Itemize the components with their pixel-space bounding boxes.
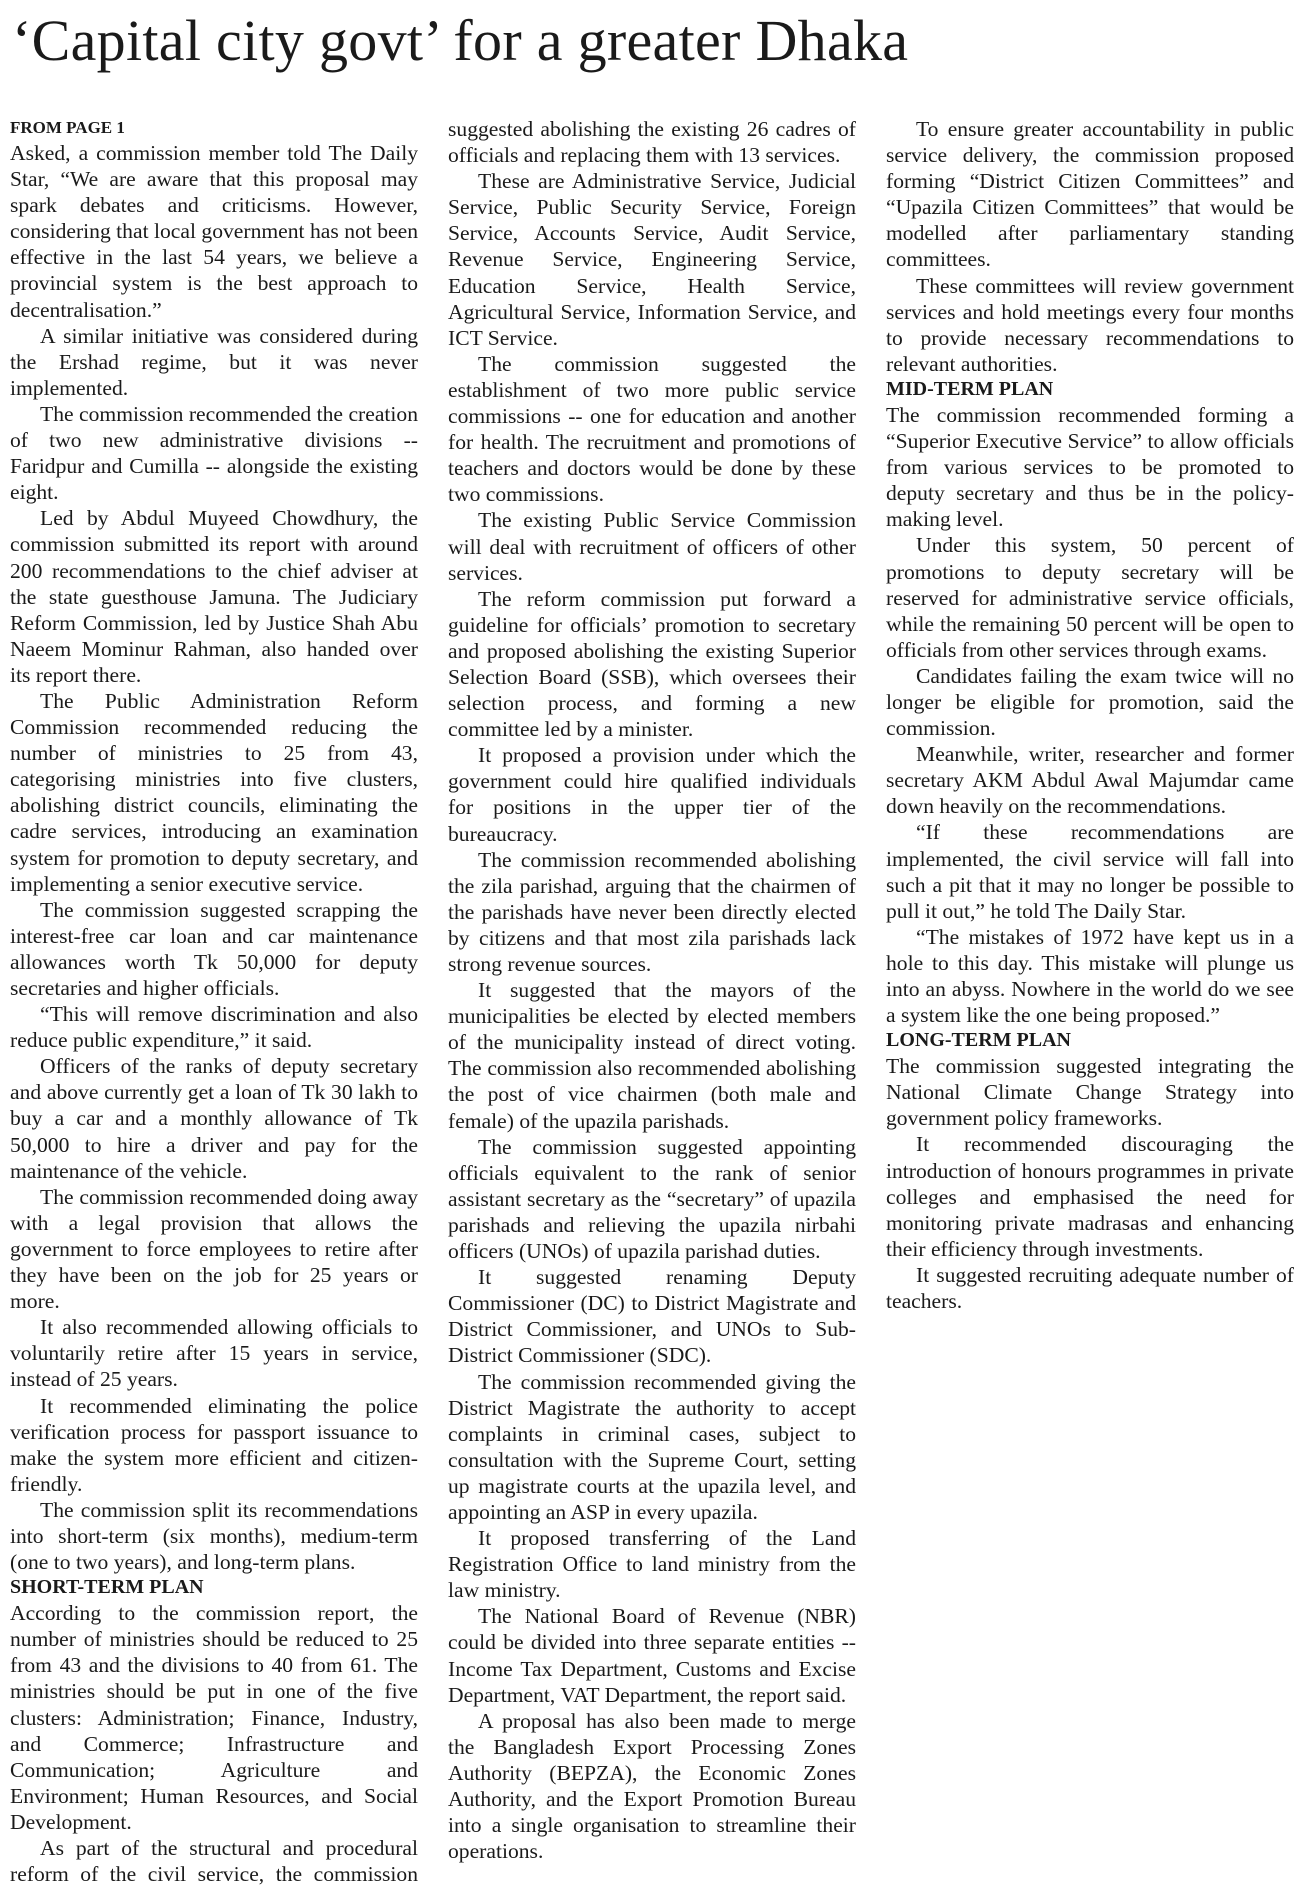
article-paragraph: It suggested renaming Deputy Commissioner (DC) to District Magistrate and District Commissioner, and UNOs to Sub-District Commissioner (SDC). [448, 1265, 856, 1368]
article-paragraph: Asked, a commission member told The Daily Star, “We are aware that this proposal may spark debates and criticisms. However, considering that local government has not been effective in the last 54 years, we believe a provincial system is the best approach to decentralisation.” [10, 141, 418, 322]
subhead-long-term: LONG-TERM PLAN [886, 1029, 1071, 1052]
article-paragraph: These committees will review government services and hold meetings every four months to provide necessary recommendations to relevant authorities. [886, 273, 1294, 376]
article-paragraph: It suggested recruiting adequate number of teachers. [886, 1262, 1294, 1314]
article-paragraph: Under this system, 50 percent of promotions to deputy secretary will be reserved for administrative service officials, while the remaining 50 percent will be open to officials from other services through exams. [886, 533, 1294, 662]
article-paragraph: “This will remove discrimination and also reduce public expenditure,” it said. [10, 1002, 418, 1053]
article-paragraph: The commission recommended forming a “Superior Executive Service” to allow officials from various services to be promoted to deputy secretary and thus be in the policy-making level. [886, 402, 1294, 532]
article-paragraph: Led by Abdul Muyeed Chowdhury, the commission submitted its report with around 200 recommendations to the chief adviser at the state guesthouse Jamuna. The Judiciary Reform Commission, led by Justice Shah Abu Naeem Mominur Rahman, also handed over its report there. [10, 506, 418, 687]
article-paragraph: It recommended eliminating the police verification process for passport issuance to make the system more efficient and citizen-friendly. [10, 1393, 418, 1496]
article-paragraph: The commission suggested appointing officials equivalent to the rank of senior assistant secretary as the “secretary” of upazila parishads and relieving the upazila nirbahi officers (UNOs) of upazila parishad duties. [448, 1134, 856, 1264]
newspaper-page [0, 8, 1306, 1900]
subhead-mid-term: MID-TERM PLAN [886, 377, 1054, 400]
article-paragraph: These are Administrative Service, Judicial Service, Public Security Service, Foreign Service, Accounts Service, Audit Service, Revenue Service, Engineering Service, Education Service, Health Service, Agricultural Service, Information Service, and ICT Service. [448, 169, 856, 350]
section-intro [10, 140, 418, 1575]
article-paragraph: It also recommended allowing officials to voluntarily retire after 15 years in service, instead of 25 years. [10, 1315, 418, 1392]
article-paragraph: According to the commission report, the number of ministries should be reduced to 25 from 43 and the divisions to 40 from 61. The ministries should be put in one of the five clusters: Administration; Finance, Industry, and Commerce; Infrastructure and Communication; Agriculture and Environment; Human Resources, and Social Development. [10, 1601, 418, 1834]
article-paragraph: The commission recommended doing away with a legal provision that allows the government to force employees to retire after they have been on the job for 25 years or more. [10, 1184, 418, 1314]
article-paragraph: To ensure greater accountability in public service delivery, the commission proposed forming “District Citizen Committees” and “Upazila Citizen Committees” that would be modelled after parliamentary standing committees. [886, 117, 1294, 272]
article-paragraph: The existing Public Service Commission will deal with recruitment of officers of other services. [448, 508, 856, 585]
article-paragraph: The commission recommended giving the District Magistrate the authority to accept complaints in criminal cases, subject to consultation with the Supreme Court, setting up magistrate courts at the upazila level, and appointing an ASP in every upazila. [448, 1369, 856, 1524]
article-paragraph: As part of the structural and procedural reform of the civil service, the commission suggested abolishing the existing 26 cadres of officials and replacing them with 13 services. [10, 117, 856, 1887]
article-body [10, 116, 1294, 1892]
article-paragraph: “The mistakes of 1972 have kept us in a hole to this day. This mistake will plunge us into an abyss. Nowhere in the world do we see a system like the one being proposed.” [886, 924, 1294, 1028]
article-paragraph: A proposal has also been made to merge the Bangladesh Export Processing Zones Authority (BEPZA), the Economic Zones Authority, and the Export Promotion Bureau into a single organisation to streamline their operations. [448, 1708, 856, 1864]
subhead-short-term: SHORT-TERM PLAN [10, 1576, 204, 1599]
article-paragraph: It recommended discouraging the introduction of honours programmes in private colleges and emphasised the need for monitoring private madrasas and enhancing their efficiency through investments. [886, 1132, 1294, 1261]
article-paragraph: The commission suggested integrating the National Climate Change Strategy into government policy frameworks. [886, 1054, 1294, 1131]
article-paragraph: It proposed transferring of the Land Registration Office to land ministry from the law ministry. [448, 1526, 856, 1603]
article-paragraph: The commission recommended abolishing the zila parishad, arguing that the chairmen of the parishads have never been directly elected by citizens and that most zila parishads lack strong revenue sources. [448, 847, 856, 976]
article-paragraph: It suggested that the mayors of the municipalities be elected by elected members of the municipality instead of direct voting. The commission also recommended abolishing the post of vice chairmen (both male and female) of the upazila parishads. [448, 978, 856, 1133]
article-paragraph: The National Board of Revenue (NBR) could be divided into three separate entities -- Income Tax Department, Customs and Excise Department, VAT Department, the report said. [448, 1604, 856, 1707]
continuation-kicker: FROM PAGE 1 [10, 118, 125, 137]
article-paragraph: The commission recommended the creation of two new administrative divisions -- Faridpur and Cumilla -- alongside the existing eight. [10, 401, 418, 505]
article-paragraph: Meanwhile, writer, researcher and former secretary AKM Abdul Awal Majumdar came down heavily on the recommendations. [886, 742, 1294, 819]
article-paragraph: Candidates failing the exam twice will no longer be eligible for promotion, said the commission. [886, 663, 1294, 741]
article-paragraph: Officers of the ranks of deputy secretary and above currently get a loan of Tk 30 lakh to buy a car and a monthly allowance of Tk 50,000 to hire a driver and pay for the maintenance of the vehicle. [10, 1054, 418, 1183]
headline: ‘Capital city govt’ for a greater Dhaka [12, 8, 909, 73]
article-paragraph: The commission suggested scrapping the interest-free car loan and car maintenance allowances worth Tk 50,000 for deputy secretaries and higher officials. [10, 897, 418, 1000]
article-paragraph: It proposed a provision under which the government could hire qualified individuals for positions in the upper tier of the bureaucracy. [448, 743, 856, 846]
article-paragraph: The commission suggested the establishment of two more public service commissions -- one for education and another for health. The recruitment and promotions of teachers and doctors would be done by these two commissions. [448, 351, 856, 507]
article-paragraph: The reform commission put forward a guideline for officials’ promotion to secretary and proposed abolishing the existing Superior Selection Board (SSB), which oversees their selection process, and forming a new committee led by a minister. [448, 586, 856, 742]
article-paragraph: “If these recommendations are implemented, the civil service will fall into such a pit that it may no longer be possible to pull it out,” he told The Daily Star. [886, 820, 1294, 923]
section-long-term [886, 1053, 1294, 1314]
article-paragraph: A similar initiative was considered during the Ershad regime, but it was never implemented. [10, 323, 418, 400]
article-paragraph: The Public Administration Reform Commission recommended reducing the number of ministries to 25 from 43, categorising ministries into five clusters, abolishing district councils, eliminating the cadre services, introducing an examination system for promotion to deputy secretary, and implementing a senior executive service. [10, 688, 418, 896]
section-mid-term [886, 402, 1294, 1028]
article-paragraph: The commission split its recommendations into short-term (six months), medium-term (one to two years), and long-term plans. [10, 1497, 418, 1575]
